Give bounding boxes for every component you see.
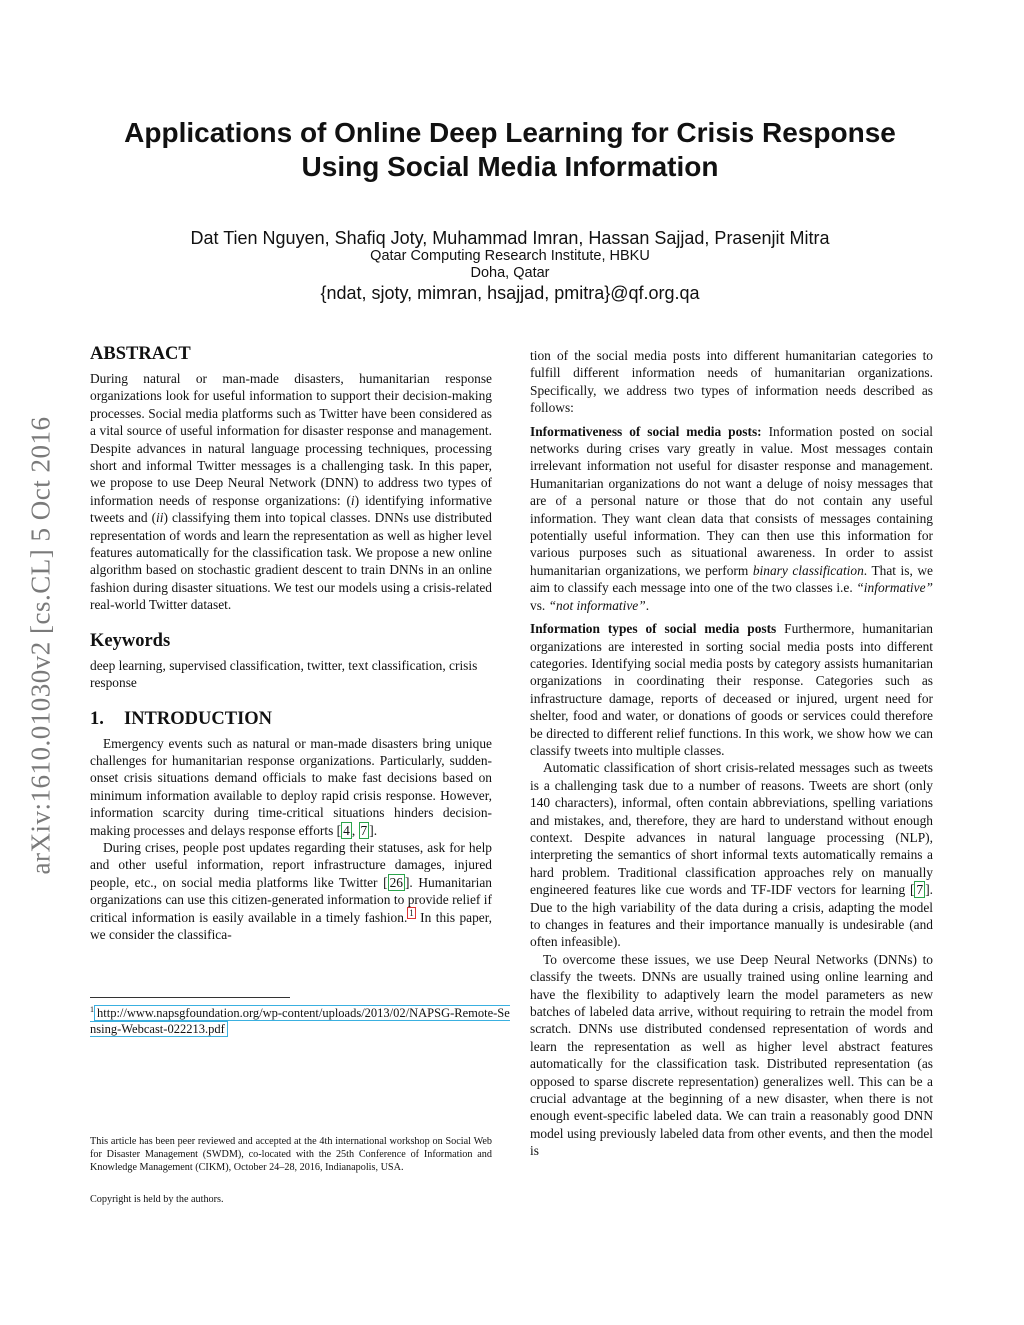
classification-challenges-paragraph: Automatic classification of short crisis-related messages such as tweets is a challenging task due to a number of reasons. Tweets are short (only 140 characters), informal, often contain abbreviations, spelling variations and mistakes, and, therefore, they are hard to understand without enough context. Despite advances in natural language processing (NLP), interpreting the semantics of short informal texts automatically remains a hard problem. Traditional classification approaches rely on manually engineered features like cue words and TF-IDF vectors for learning [ 7 ]. Due to the high variability of the data during a crisis, adapting the model to changes in features and their importance manually is undesirable (and often infeasible). — [530, 760, 933, 950]
informativeness-heading: Informativeness of social media posts: — [530, 423, 762, 439]
keywords-heading: Keywords — [90, 630, 171, 651]
introduction-heading — [90, 708, 492, 730]
title-line-2: Using Social Media Information — [301, 151, 719, 182]
affiliation-location: Doha, Qatar — [470, 265, 550, 281]
citation-link[interactable]: 26 — [389, 874, 403, 890]
footnote — [90, 1002, 510, 1037]
publication-notice: This article has been peer reviewed and accepted at the 4th international workshop on Social Web for Disaster Management (SWDM), co-located with the 25th Conference of Information and Knowledge Management (CIKM), October 24–28, 2016, Indianapolis, USA. — [90, 1136, 492, 1173]
dnn-approach-paragraph: To overcome these issues, we use Deep Neural Networks (DNNs) to classify the tweets. DNNs are usually trained using online learning and have the flexibility to adaptively learn the model parameters as new batches of labeled data arrive, without requiring to retrain the model from scratch. DNNs use distributed condensed representation of words and learn the representation as well as higher level abstract features automatically for the classification task. Distributed representation (as opposed to sparse discrete representation) generalizes well. This can be a crucial advantage at the beginning of a new disaster, when there is not enough event-specific labeled data. We can train a reasonably good DNN model using previously labeled data from other events, and then the model is — [530, 951, 933, 1159]
paper-title — [60, 116, 960, 184]
left-column — [90, 343, 492, 943]
title-line-1: Applications of Online Deep Learning for Crisis Response — [124, 117, 896, 148]
information-types-paragraph: Information types of social media posts Furthermore, humanitarian organizations are interested in sorting social media posts into different categories. Identifying social media posts by category assists humanitarian organizations in coordinating their response. Categories such as infrastructure damage, reports of deceased or injured, urgent need for shelter, food and water, or donations of goods or services could therefore be directed to different relief functions. In this work, we show how we can classify tweets into multiple classes. — [530, 621, 933, 758]
intro-continuation: tion of the social media posts into different humanitarian categories to fulfill different information needs of humanitarian organizations. Specifically, we address two types of information needs described as follows: — [530, 348, 933, 416]
footnote-marker-link[interactable]: 1 — [409, 908, 414, 919]
footnote-url-link[interactable]: http://www.napsgfoundation.org/wp-content/uploads/2013/02/NAPSG-Remote-Sensing-Webcast-022213.pdf — [90, 1006, 510, 1037]
copyright-notice: Copyright is held by the authors. — [90, 1194, 224, 1205]
informativeness-paragraph: Informativeness of social media posts: Information posted on social networks during crises vary greatly in value. Most messages contain irrelevant information not useful for disaster response and management. Humanitarian organizations do not want a deluge of noisy messages that are of a personal nature or those that do not contain any useful information. They want clean data that consists of messages containing potentially useful information. They can then use this information for various purposes such as situational awareness. In order to assist humanitarian organizations, we perform binary classification. That is, we aim to classify each message into one of the two classes i.e. “informative” vs. “not informative”. — [530, 423, 933, 613]
section-number: 1. — [90, 708, 104, 729]
keywords-text: deep learning, supervised classification, twitter, text classification, crisis response — [90, 657, 478, 691]
information-types-heading: Information types of social media posts — [530, 621, 777, 637]
footnote-divider — [90, 997, 290, 998]
affiliation-institute: Qatar Computing Research Institute, HBKU — [370, 248, 650, 264]
arxiv-stamp — [17, 360, 65, 930]
intro-paragraph-1: Emergency events such as natural or man-made disasters bring unique challenges for humanitarian response organizations. Particularly, sudden-onset crisis situations demand officials to make fast decisions based on minimum information available to deploy rapid crisis response. However, information scarcity during time-critical situations hinders decision-making processes and delays response efforts [ 4 , 7 ]. — [90, 735, 492, 838]
citation-link[interactable]: 7 — [916, 882, 924, 898]
abstract-heading: ABSTRACT — [90, 344, 191, 364]
arxiv-stamp-text: arXiv:1610.01030v2 [cs.CL] 5 Oct 2016 — [25, 416, 56, 874]
author-list: Dat Tien Nguyen, Shafiq Joty, Muhammad Imran, Hassan Sajjad, Prasenjit Mitra — [190, 228, 830, 248]
author-emails: {ndat, sjoty, mimran, hsajjad, pmitra}@qf.org.qa — [320, 283, 700, 303]
right-column — [530, 347, 933, 1160]
citation-link[interactable]: 4 — [343, 822, 350, 838]
abstract-text: During natural or man-made disasters, humanitarian response organizations look for useful information to support their decision-making processes. Social media platforms such as Twitter have been considered as a vital source of useful information for disaster response and management. Despite advances in natural language processing techniques, processing short and informal Twitter messages is a challenging task. In this paper, we propose to use Deep Neural Network (DNN) to address two types of information needs of response organizations: (i) identifying informative tweets and (ii) classifying them into topical classes. DNNs use distributed representation of words and learn the representation as well as higher level features automatically for the classification task. We propose a new online algorithm based on stochastic gradient descent to train DNNs in an online fashion during disaster situations. We test our models using a crisis-related real-world Twitter dataset. — [90, 371, 492, 613]
footnote-number: 1 — [90, 1005, 94, 1014]
citation-link[interactable]: 7 — [360, 822, 368, 838]
intro-paragraph-2: During crises, people post updates regarding their statuses, ask for help and other useful information, report infrastructure damages, injured people, etc., on social media platforms like Twitter [ 26 ]. Humanitarian organizations can use this citizen-generated information to provide relief if critical information is easily available in a timely fashion. $^1$ In this paper, we consider the classifica- — [90, 839, 492, 942]
section-title: INTRODUCTION — [124, 708, 273, 729]
